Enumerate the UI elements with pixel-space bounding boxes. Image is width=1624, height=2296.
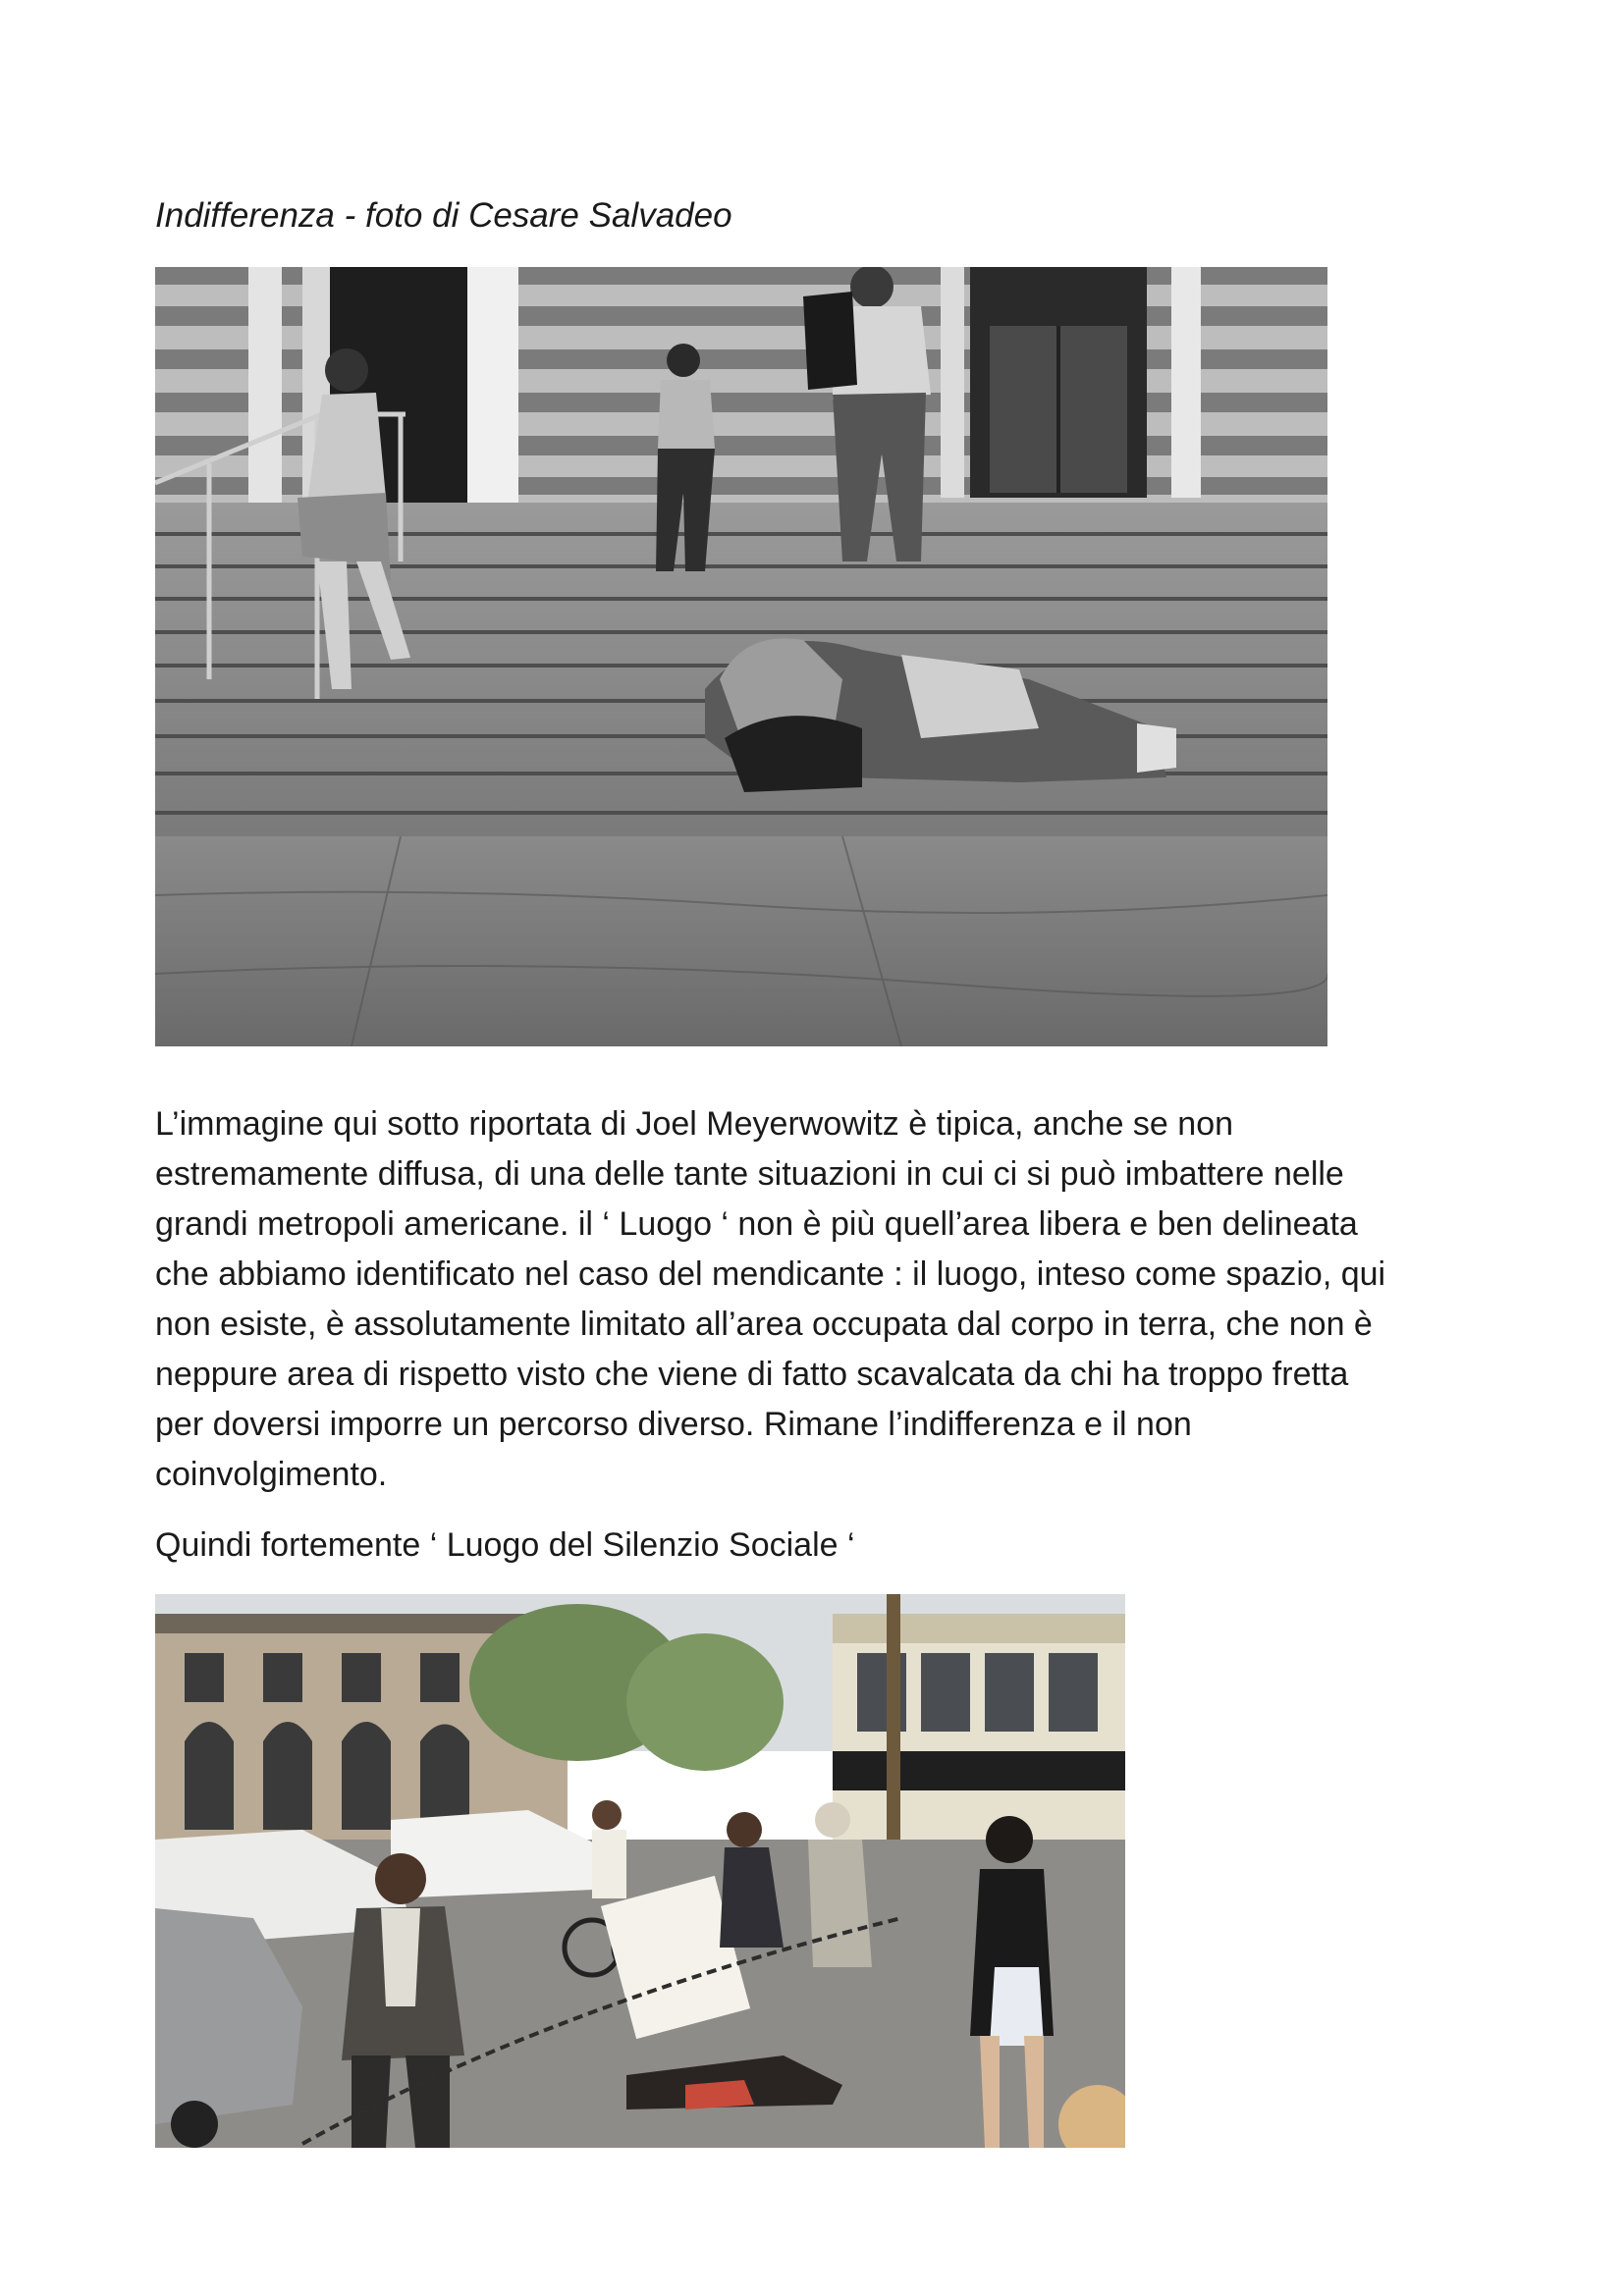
paragraph-line: grandi metropoli americane. il ‘ Luogo ‘ non è più quell’area libera e ben delineata (155, 1205, 1358, 1243)
paragraph-line: per doversi imporre un percorso diverso. Rimane l’indifferenza e il non (155, 1406, 1192, 1443)
paragraph-line: coinvolgimento. (155, 1456, 388, 1493)
paragraph-line: che abbiamo identificato nel caso del mendicante : il luogo, inteso come spazio, qui (155, 1255, 1386, 1293)
paragraph-line: non esiste, è assolutamente limitato all’area occupata dal corpo in terra, che non è (155, 1306, 1373, 1343)
photo-street-scene (155, 1594, 1125, 2148)
paragraph-line: neppure area di rispetto visto che viene di fatto scavalcata da chi ha troppo fretta (155, 1356, 1349, 1393)
paragraph-line: L’immagine qui sotto riportata di Joel Meyerwowitz è tipica, anche se non (155, 1105, 1234, 1143)
body-paragraph (155, 1099, 1490, 1500)
paragraph-line: estremamente diffusa, di una delle tante situazioni in cui ci si può imbattere nelle (155, 1155, 1344, 1193)
photo-caption: Indifferenza - foto di Cesare Salvadeo (155, 196, 732, 235)
photo-indifferenza-steps (155, 267, 1327, 1046)
closing-line: Quindi fortemente ‘ Luogo del Silenzio Sociale ‘ (155, 1526, 855, 1564)
